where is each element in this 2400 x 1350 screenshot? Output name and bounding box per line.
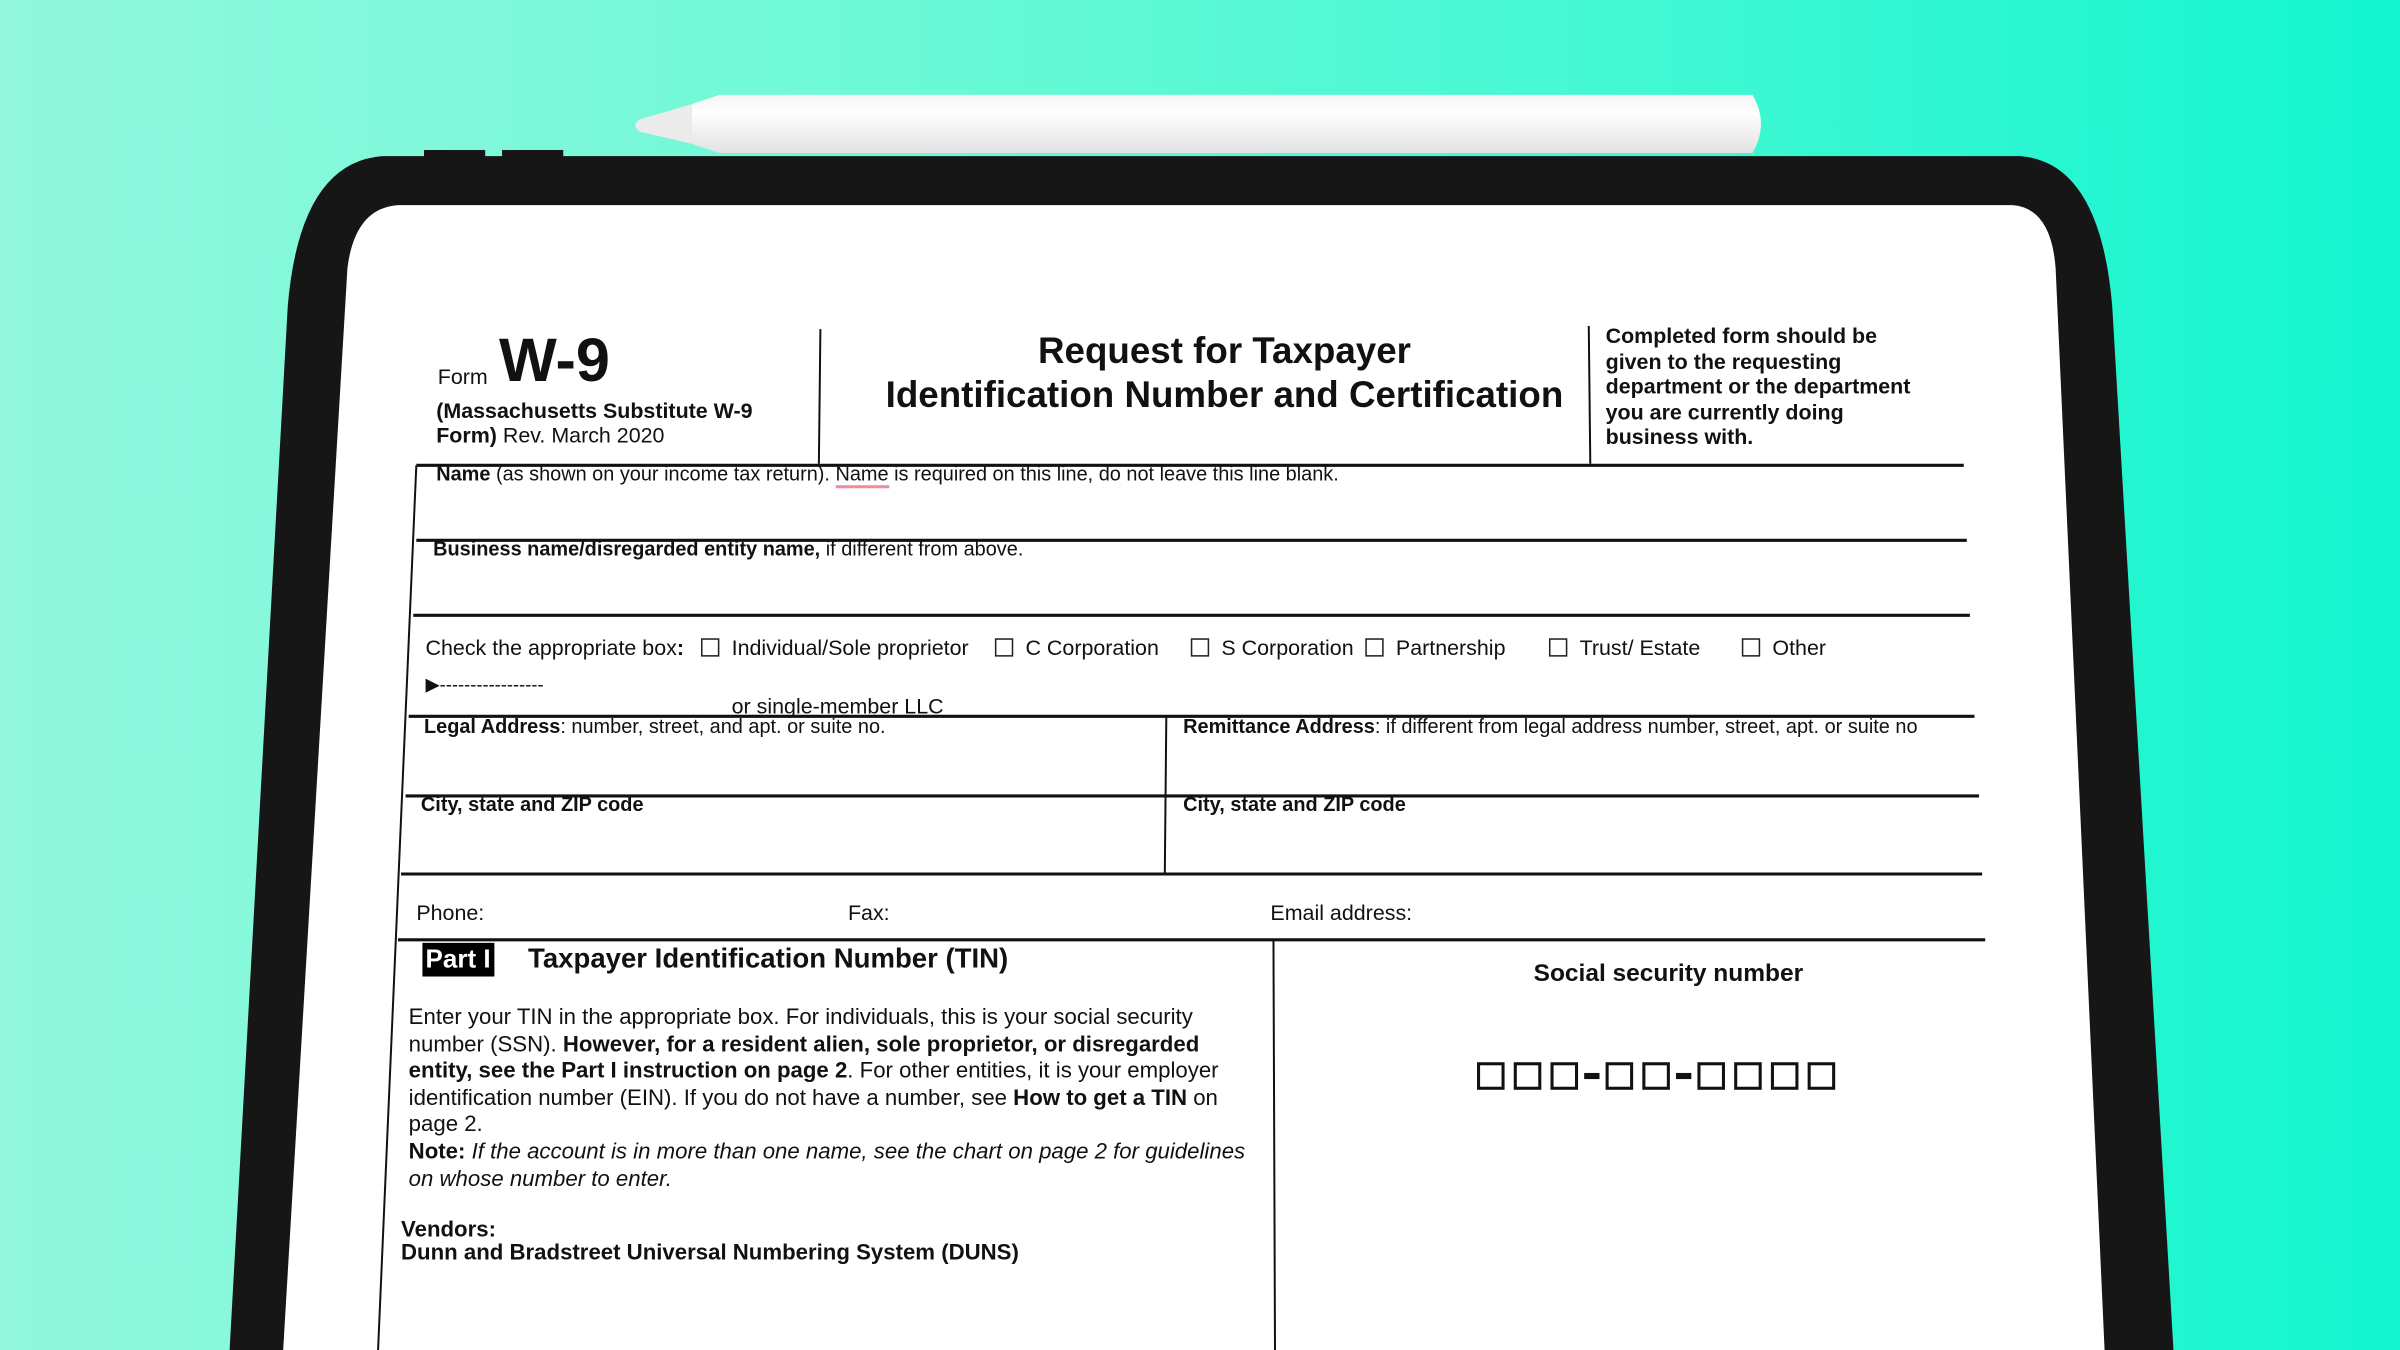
legal-address-label: Legal Address	[423, 714, 561, 738]
note-line: you are currently doing	[1605, 398, 1844, 424]
business-label: Business name/disregarded entity name,	[433, 537, 821, 561]
business-hint: if different from above.	[820, 537, 1024, 561]
tin-instructions	[409, 1006, 1258, 1195]
note-line: given to the requesting	[1605, 348, 1842, 373]
ssn-digit-box[interactable]	[1642, 1062, 1670, 1090]
checkbox[interactable]	[701, 638, 719, 656]
ssn-digit-box[interactable]	[1550, 1062, 1578, 1090]
instruction-text: . For other entities, it is your employer identification number (EIN). If you do not have a number, see	[408, 1059, 1219, 1111]
apple-pencil	[635, 95, 1761, 153]
instruction-bold: However, for a resident alien, sole proprietor, or disregarded entity, see the Part I instruction on page 2	[408, 1032, 1200, 1084]
checkbox-c-corporation[interactable]	[995, 635, 1159, 659]
remittance-address-hint: : if different from legal address number, street, apt. or suite no	[1374, 714, 1918, 738]
phone-field[interactable]: Phone:	[416, 899, 485, 925]
checkbox[interactable]	[1742, 638, 1760, 656]
option-label: Trust/ Estate	[1579, 635, 1701, 660]
option-label: Partnership	[1395, 635, 1506, 660]
ssn-digit-box[interactable]	[1734, 1062, 1762, 1090]
instruction-text: Enter your TIN in the appropriate box. For individuals, this is your social security number (SSN).	[408, 1005, 1193, 1058]
llc-note: or single-member LLC	[731, 693, 944, 718]
option-label: Other	[1772, 635, 1827, 660]
vendors-section	[401, 1220, 1019, 1266]
name-hint: is required on this line, do not leave this line blank.	[888, 462, 1339, 486]
checkbox[interactable]	[995, 638, 1013, 656]
remittance-address-field[interactable]	[1183, 715, 1917, 738]
dash	[1676, 1073, 1691, 1079]
checkbox-s-corporation[interactable]	[1191, 635, 1354, 659]
checkbox-partnership[interactable]	[1365, 635, 1505, 659]
check-label-text: Check the appropriate box	[425, 635, 677, 660]
note-text: If the account is in more than one name, see the chart on page 2 for guidelines on whose number to enter.	[408, 1140, 1246, 1192]
ssn-digit-box[interactable]	[1697, 1062, 1725, 1090]
option-label: C Corporation	[1025, 635, 1159, 660]
name-hint: (as shown on your income tax return).	[490, 462, 836, 486]
name-label: Name	[436, 462, 491, 486]
city-state-zip-left[interactable]: City, state and ZIP code	[420, 792, 644, 816]
ssn-digit-box[interactable]	[1771, 1062, 1799, 1090]
remittance-address-label: Remittance Address	[1183, 714, 1375, 738]
dash	[1584, 1073, 1599, 1079]
option-label: Individual/Sole proprietor	[731, 635, 969, 660]
title-line: Identification Number and Certification	[885, 374, 1564, 417]
part-title: Taxpayer Identification Number (TIN)	[528, 942, 1009, 974]
instruction-text: on page 2.	[408, 1086, 1218, 1138]
spellcheck-word: Name	[835, 462, 888, 488]
submission-note	[1606, 323, 1911, 449]
title-line: Request for Taxpayer	[1038, 330, 1411, 372]
form-prefix: Form	[437, 364, 488, 389]
business-name-field[interactable]	[433, 537, 1023, 560]
ssn-digit-box[interactable]	[1808, 1062, 1836, 1090]
option-label: S Corporation	[1221, 635, 1354, 660]
checkbox-trust-estate[interactable]	[1549, 635, 1700, 659]
check-label: Check the appropriate box:	[425, 635, 685, 660]
revision-date: Rev. March 2020	[496, 422, 665, 447]
ssn-digit-box[interactable]	[1606, 1062, 1634, 1090]
form-subtitle-end: Form)	[436, 422, 497, 447]
note-line: business with.	[1605, 423, 1754, 449]
form-revision	[436, 422, 664, 446]
ssn-input[interactable]	[1472, 1062, 1839, 1090]
part-badge: Part I	[422, 943, 493, 977]
vendors-label: Vendors:	[401, 1218, 496, 1243]
note-label: Note:	[408, 1140, 466, 1165]
legal-address-hint: : number, street, and apt. or suite no.	[560, 714, 886, 738]
form-title	[834, 329, 1615, 418]
ssn-digit-box[interactable]	[1477, 1062, 1505, 1090]
fax-field[interactable]: Fax:	[847, 899, 890, 925]
duns-label: Dunn and Bradstreet Universal Numbering System (DUNS)	[401, 1241, 1019, 1266]
email-field[interactable]: Email address:	[1270, 899, 1413, 925]
instruction-bold: How to get a TIN	[1013, 1086, 1188, 1111]
city-state-zip-right[interactable]: City, state and ZIP code	[1183, 792, 1406, 816]
legal-address-field[interactable]	[424, 715, 886, 738]
ssn-digit-box[interactable]	[1514, 1062, 1542, 1090]
name-field[interactable]	[436, 462, 1339, 485]
checkbox-other[interactable]	[1742, 635, 1826, 659]
checkbox[interactable]	[1191, 638, 1209, 656]
other-specify-field[interactable]: ▶-----------------	[425, 673, 544, 695]
form-subtitle: (Massachusetts Substitute W-9	[436, 397, 753, 423]
checkbox-individual[interactable]	[701, 635, 969, 659]
checkbox[interactable]	[1549, 638, 1567, 656]
note-line: Completed form should be	[1605, 322, 1878, 348]
ssn-label: Social security number	[1533, 961, 1804, 988]
note-line: department or the department	[1605, 373, 1911, 398]
checkbox[interactable]	[1365, 638, 1383, 656]
form-number: W-9	[498, 327, 610, 395]
